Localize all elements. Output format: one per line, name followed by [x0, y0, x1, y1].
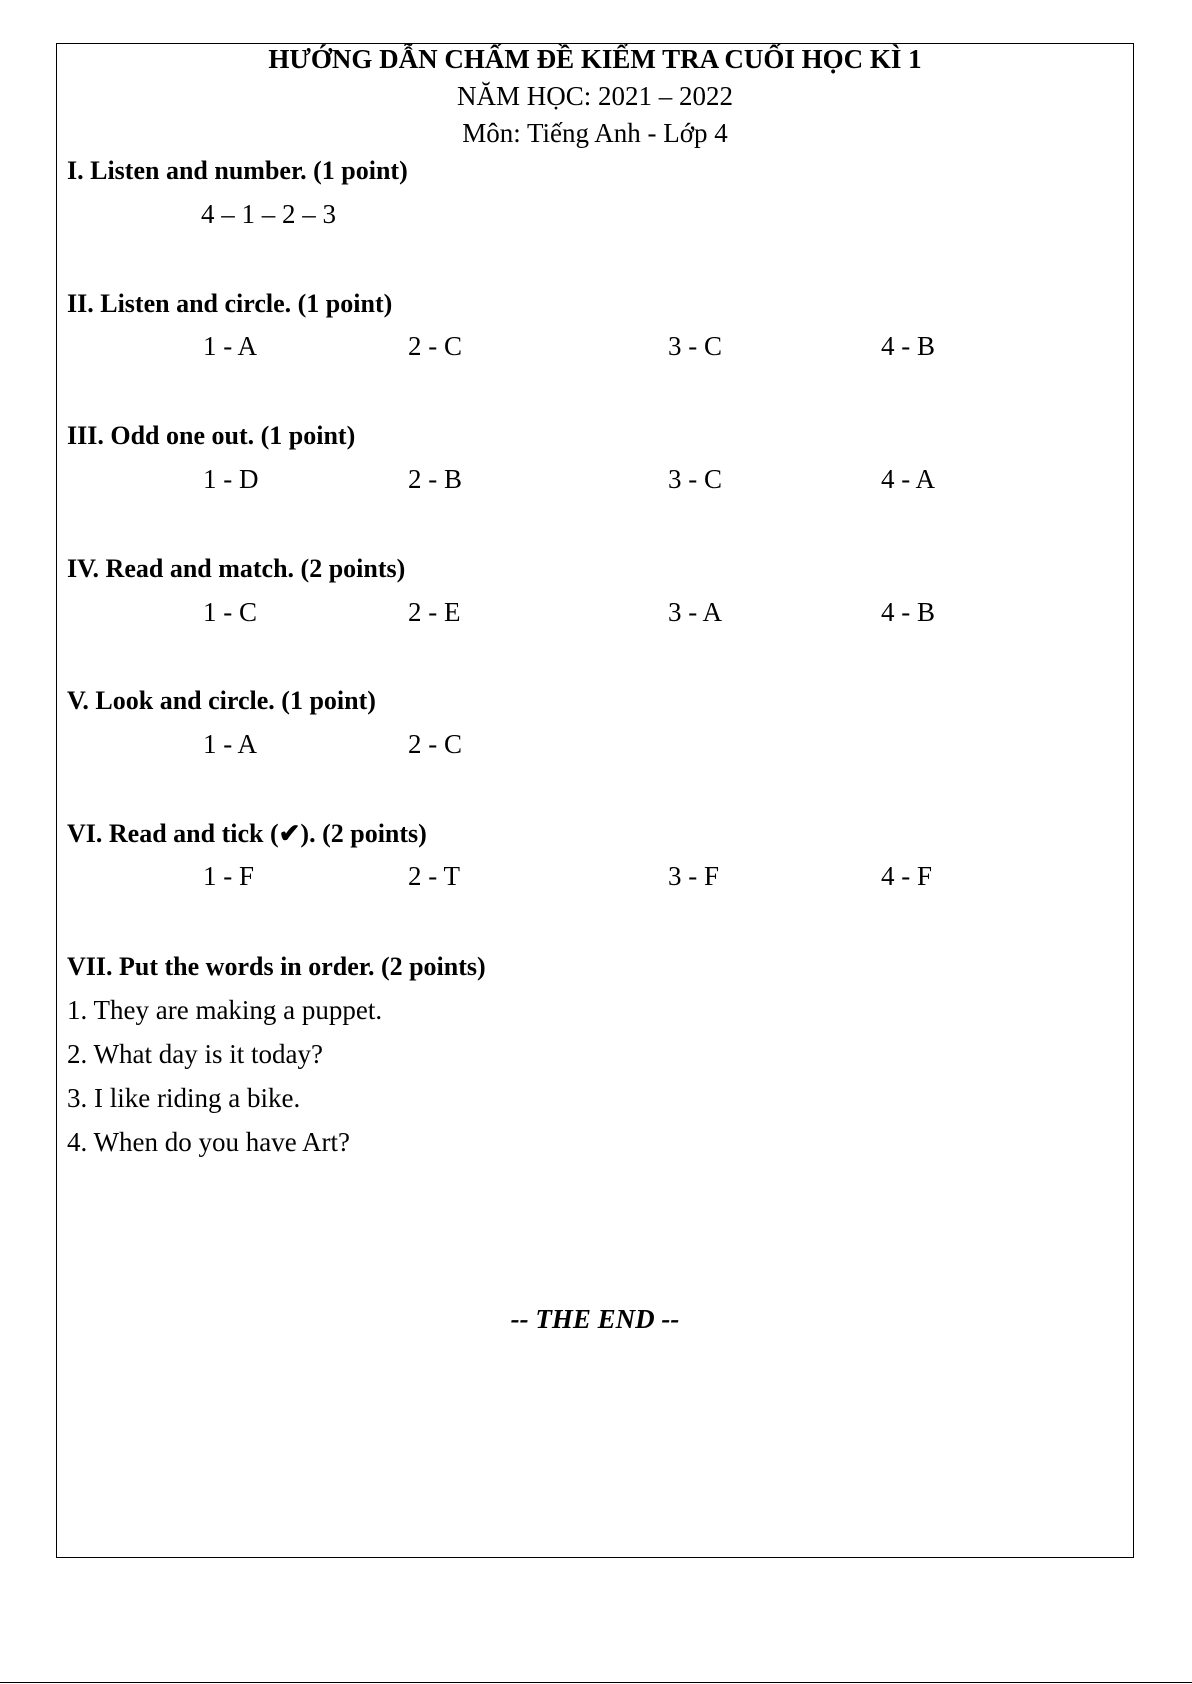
section-6-heading: VI. Read and tick (✔). (2 points)	[67, 819, 427, 848]
section-6-answer-4: 4 - F	[881, 861, 933, 891]
section-6-answer-1: 1 - F	[203, 861, 255, 891]
subject-line: Môn: Tiếng Anh - Lớp 4	[462, 118, 728, 148]
section-7-sentence-3: 3. I like riding a bike.	[67, 1083, 301, 1113]
section-6-answer-3: 3 - F	[668, 861, 720, 891]
section-7-sentence-4: 4. When do you have Art?	[67, 1127, 350, 1157]
section-4-answer-3: 3 - A	[668, 597, 722, 627]
section-3-answer-1: 1 - D	[203, 464, 259, 494]
section-4-answer-1: 1 - C	[203, 597, 257, 627]
section-7-heading: VII. Put the words in order. (2 points)	[67, 952, 486, 981]
section-5-answer-1: 1 - A	[203, 729, 257, 759]
school-year: NĂM HỌC: 2021 – 2022	[456, 81, 733, 111]
section-1-heading: I. Listen and number. (1 point)	[67, 156, 408, 185]
section-2-answers	[0, 331, 1192, 363]
section-5-answers	[0, 729, 1192, 761]
section-7-sentence-2: 2. What day is it today?	[67, 1039, 323, 1069]
section-3-answers	[0, 464, 1192, 496]
section-2-answer-1: 1 - A	[203, 331, 257, 361]
section-3-heading: III. Odd one out. (1 point)	[67, 421, 356, 450]
the-end-text: -- THE END --	[510, 1304, 680, 1334]
section-2-answer-4: 4 - B	[881, 331, 935, 361]
section-3-answer-3: 3 - C	[668, 464, 722, 494]
section-6-answers	[0, 861, 1192, 893]
section-5-answer-2: 2 - C	[408, 729, 462, 759]
section-4-heading: IV. Read and match. (2 points)	[67, 554, 406, 583]
section-6-answer-2: 2 - T	[408, 861, 460, 891]
section-5-heading: V. Look and circle. (1 point)	[67, 686, 376, 715]
document-title: HƯỚNG DẪN CHẤM ĐỀ KIỂM TRA CUỐI HỌC KÌ 1	[268, 44, 922, 74]
section-4-answer-4: 4 - B	[881, 597, 935, 627]
section-7-sentence-1: 1. They are making a puppet.	[67, 995, 383, 1025]
section-4-answers	[0, 597, 1192, 629]
section-3-answer-4: 4 - A	[881, 464, 935, 494]
page-bottom-rule	[0, 1682, 1192, 1683]
section-2-answer-3: 3 - C	[668, 331, 722, 361]
section-2-heading: II. Listen and circle. (1 point)	[67, 289, 393, 318]
section-2-answer-2: 2 - C	[408, 331, 462, 361]
section-1-sequence: 4 – 1 – 2 – 3	[201, 199, 336, 229]
section-4-answer-2: 2 - E	[408, 597, 461, 627]
section-3-answer-2: 2 - B	[408, 464, 462, 494]
